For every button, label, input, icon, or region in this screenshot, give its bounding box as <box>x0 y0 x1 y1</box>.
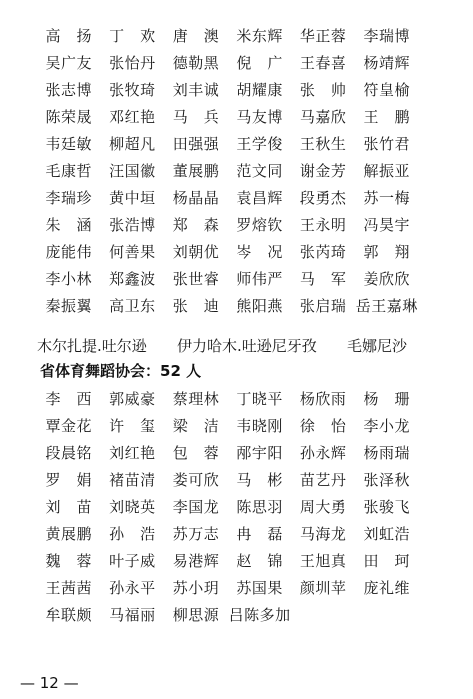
name-row <box>37 266 457 293</box>
name-entry: 孙永平 <box>109 579 156 598</box>
name-entry: 高 扬 <box>45 26 93 45</box>
name-entry: 黄展鹏 <box>45 525 93 544</box>
name-row <box>37 412 457 439</box>
name-row <box>37 76 457 103</box>
name-entry: 王永明 <box>299 216 347 235</box>
name-entry: 颜圳苹 <box>299 579 347 598</box>
name-entry: 岳王嘉琳 <box>355 297 418 316</box>
name-entry: 庞礼维 <box>363 579 411 598</box>
name-entry: 刘红艳 <box>109 443 156 462</box>
name-row <box>37 520 457 547</box>
name-entry: 师伟严 <box>236 270 283 289</box>
name-entry: 马 兵 <box>172 107 220 126</box>
name-row <box>37 466 457 493</box>
name-entry: 王学俊 <box>236 134 283 153</box>
name-entry: 苗艺丹 <box>299 470 347 489</box>
name-row <box>37 212 457 239</box>
name-entry: 郑 森 <box>172 216 220 235</box>
name-entry: 何善果 <box>109 243 156 262</box>
name-entry: 苏国果 <box>236 579 283 598</box>
name-row <box>37 185 457 212</box>
name-entry: 董展鹏 <box>172 162 220 181</box>
name-entry: 李小林 <box>45 270 93 289</box>
name-entry: 刘朝优 <box>172 243 220 262</box>
name-entry: 柳思源 <box>172 606 220 625</box>
name-entry: 郭威豪 <box>109 389 156 408</box>
name-entry: 张启瑞 <box>299 297 347 316</box>
name-entry: 张芮琦 <box>299 243 347 262</box>
name-list-2 <box>37 385 457 629</box>
name-entry: 丁 欢 <box>109 26 156 45</box>
name-entry: 苏小玥 <box>172 579 220 598</box>
name-entry: 熊阳燕 <box>236 297 283 316</box>
name-entry: 冯昊宇 <box>363 216 411 235</box>
name-entry: 陈思羽 <box>236 497 283 516</box>
name-row <box>37 130 457 157</box>
name-entry: 马海龙 <box>299 525 347 544</box>
name-entry: 张 迪 <box>172 297 220 316</box>
name-entry: 张泽秋 <box>363 470 411 489</box>
name-entry: 李国龙 <box>172 497 220 516</box>
name-entry: 符皇榆 <box>363 80 411 99</box>
name-entry: 杨欣雨 <box>299 389 347 408</box>
name-entry: 娄可欣 <box>172 470 220 489</box>
name-entry: 李小龙 <box>363 416 411 435</box>
name-entry: 唐 澳 <box>172 26 220 45</box>
name-entry: 黄中垣 <box>109 189 156 208</box>
name-entry: 郑鑫波 <box>109 270 156 289</box>
name-entry: 叶子威 <box>109 552 156 571</box>
name-entry: 蔡理林 <box>172 389 220 408</box>
name-entry: 王茜茜 <box>45 579 93 598</box>
name-entry: 易港辉 <box>172 552 220 571</box>
name-entry: 张牧琦 <box>109 80 156 99</box>
name-row <box>37 493 457 520</box>
name-entry: 冉 磊 <box>236 525 283 544</box>
name-entry: 张世睿 <box>172 270 220 289</box>
name-entry: 罗熔钦 <box>236 216 283 235</box>
name-entry: 田 珂 <box>363 552 411 571</box>
name-entry: 范文同 <box>236 162 283 181</box>
name-entry: 郭 翔 <box>363 243 411 262</box>
name-entry: 马嘉欣 <box>299 107 347 126</box>
name-entry: 梁 洁 <box>172 416 220 435</box>
name-entry: 张骏飞 <box>363 497 411 516</box>
name-row <box>37 385 457 412</box>
name-entry: 张竹君 <box>363 134 411 153</box>
name-entry: 秦振翼 <box>45 297 93 316</box>
name-entry: 汪国徽 <box>109 162 156 181</box>
name-entry: 胡耀康 <box>236 80 283 99</box>
name-entry: 周大勇 <box>299 497 347 516</box>
name-entry: 岑 况 <box>236 243 283 262</box>
name-entry: 毛娜尼沙 <box>347 337 408 355</box>
name-row <box>37 22 457 49</box>
name-entry: 丁晓平 <box>236 389 283 408</box>
name-row <box>37 439 457 466</box>
name-entry: 赵 锦 <box>236 552 283 571</box>
name-entry: 李瑞博 <box>363 26 411 45</box>
name-entry: 解振亚 <box>363 162 411 181</box>
name-entry: 李瑞珍 <box>45 189 93 208</box>
name-entry: 德勒黑 <box>172 53 220 72</box>
name-entry: 王秋生 <box>299 134 347 153</box>
name-entry: 刘丰诚 <box>172 80 220 99</box>
name-entry: 张 帅 <box>299 80 347 99</box>
name-entry: 许 玺 <box>109 416 156 435</box>
name-entry: 韦晓刚 <box>236 416 283 435</box>
page-number: — 12 — <box>20 674 79 692</box>
name-entry: 段勇杰 <box>299 189 347 208</box>
name-row <box>37 49 457 76</box>
name-entry: 马 彬 <box>236 470 283 489</box>
name-entry: 杨晶晶 <box>172 189 220 208</box>
name-entry: 王 鹏 <box>363 107 411 126</box>
name-entry: 苏万志 <box>172 525 220 544</box>
name-entry: 高卫东 <box>109 297 156 316</box>
name-entry: 刘晓英 <box>109 497 156 516</box>
name-entry: 倪 广 <box>236 53 283 72</box>
name-entry: 王春喜 <box>299 53 347 72</box>
name-entry: 覃金花 <box>45 416 93 435</box>
name-row <box>37 157 457 184</box>
name-entry: 罗 娟 <box>45 470 93 489</box>
name-entry: 袁昌辉 <box>236 189 283 208</box>
name-entry: 李 西 <box>45 389 93 408</box>
name-entry: 马福丽 <box>109 606 156 625</box>
name-entry: 华正蓉 <box>299 26 347 45</box>
name-entry: 韦廷敏 <box>45 134 93 153</box>
name-entry: 田强强 <box>172 134 220 153</box>
name-entry: 陈荣晟 <box>45 107 93 126</box>
name-entry: 牟联颇 <box>45 606 93 625</box>
name-entry: 马 军 <box>299 270 347 289</box>
name-row <box>37 548 457 575</box>
name-entry: 庞能伟 <box>45 243 93 262</box>
name-entry: 魏 蓉 <box>45 552 93 571</box>
name-entry: 刘 苗 <box>45 497 93 516</box>
name-entry: 刘虹浩 <box>363 525 411 544</box>
name-entry: 褚苗清 <box>109 470 156 489</box>
name-entry: 伊力哈木.吐逊尼牙孜 <box>177 337 317 355</box>
section-heading: 省体育舞蹈协会：52 人 <box>40 362 202 380</box>
name-entry: 苏一梅 <box>363 189 411 208</box>
name-row <box>37 239 457 266</box>
name-entry: 柳超凡 <box>109 134 156 153</box>
name-row <box>37 103 457 130</box>
name-entry: 孙永辉 <box>299 443 347 462</box>
name-entry: 木尔扎提.吐尔逊 <box>37 337 147 355</box>
name-entry: 包 蓉 <box>172 443 220 462</box>
name-entry: 王旭真 <box>299 552 347 571</box>
name-entry: 张志博 <box>45 80 93 99</box>
name-entry: 朱 涵 <box>45 216 93 235</box>
name-entry: 邴宇阳 <box>236 443 283 462</box>
name-entry: 杨靖辉 <box>363 53 411 72</box>
name-entry: 毛康哲 <box>45 162 93 181</box>
name-list-1 <box>37 22 457 320</box>
name-entry: 孙 浩 <box>109 525 156 544</box>
name-entry: 徐 怡 <box>299 416 347 435</box>
special-name-row <box>37 334 467 358</box>
name-entry: 吕陈多加 <box>228 606 291 625</box>
name-row <box>37 293 457 320</box>
name-entry: 杨雨瑞 <box>363 443 411 462</box>
name-entry: 姜欣欣 <box>363 270 411 289</box>
name-entry: 吴广友 <box>45 53 93 72</box>
name-entry: 谢金芳 <box>299 162 347 181</box>
name-entry: 张怡丹 <box>109 53 156 72</box>
name-entry: 米东辉 <box>236 26 283 45</box>
name-entry: 杨 珊 <box>363 389 411 408</box>
name-entry: 邓红艳 <box>109 107 156 126</box>
name-entry: 马友博 <box>236 107 283 126</box>
name-entry: 段晨铭 <box>45 443 93 462</box>
name-entry: 张浩博 <box>109 216 156 235</box>
name-row <box>37 575 457 602</box>
name-row <box>37 602 457 629</box>
